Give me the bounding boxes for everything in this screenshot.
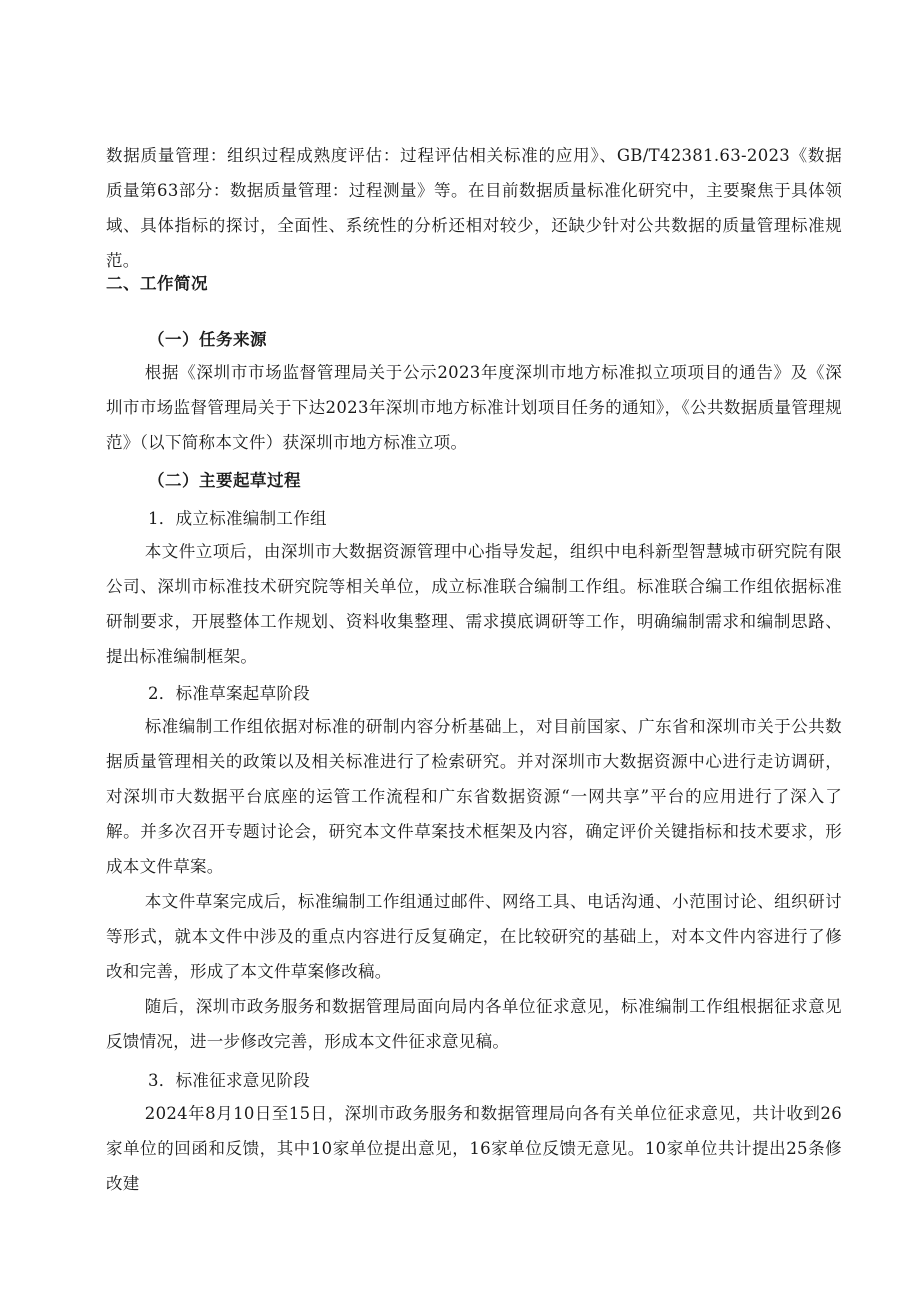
step1-block (106, 534, 842, 674)
step3-paragraph: 2024年8月10日至15日，深圳市政务服务和数据管理局向各有关单位征求意见，共计收到26家单位的回函和反馈，其中10家单位提出意见，16家单位反馈无意见。10家单位共计提出25条修改建 (106, 1104, 842, 1193)
step-heading-form-working-group: 1．成立标准编制工作组 (148, 509, 327, 528)
step3-block (106, 1096, 842, 1201)
step2-paragraph-2: 本文件草案完成后，标准编制工作组通过邮件、网络工具、电话沟通、小范围讨论、组织研讨等形式，就本文件中涉及的重点内容进行反复确定，在比较研究的基础上，对本文件内容进行了修改和完善，形成了本文件草案修改稿。 (106, 892, 842, 981)
step2-paragraph-3: 随后，深圳市政务服务和数据管理局面向局内各单位征求意见，标准编制工作组根据征求意见反馈情况，进一步修改完善，形成本文件征求意见稿。 (106, 997, 842, 1051)
continuation-block (106, 138, 842, 278)
section-heading-work-overview: 二、工作简况 (106, 274, 208, 293)
step-heading-comment-stage: 3．标准征求意见阶段 (148, 1071, 310, 1090)
subsection-heading-drafting-process: （二）主要起草过程 (148, 471, 301, 490)
task-source-paragraph: 根据《深圳市市场监督管理局关于公示2023年度深圳市地方标准拟立项项目的通告》及《深圳市市场监督管理局关于下达2023年深圳市地方标准计划项目任务的通知》，《公共数据质量管理规范》（以下简称本文件）获深圳市地方标准立项。 (106, 363, 842, 452)
step1-paragraph: 本文件立项后，由深圳市大数据资源管理中心指导发起，组织中电科新型智慧城市研究院有限公司、深圳市标准技术研究院等相关单位，成立标准联合编制工作组。标准联合编工作组依据标准研制要求，开展整体工作规划、资料收集整理、需求摸底调研等工作，明确编制需求和编制思路、提出标准编制框架。 (106, 542, 842, 666)
step2-block (106, 709, 842, 1059)
continuation-paragraph: 数据质量管理：组织过程成熟度评估：过程评估相关标准的应用》、GB/T42381.63-2023《数据质量第63部分：数据质量管理：过程测量》等。在目前数据质量标准化研究中，主要聚焦于具体领域、具体指标的探讨，全面性、系统性的分析还相对较少，还缺少针对公共数据的质量管理标准规范。 (106, 146, 842, 270)
subsection-heading-task-source: （一）任务来源 (148, 330, 267, 349)
step-heading-draft-stage: 2．标准草案起草阶段 (148, 684, 310, 703)
step2-paragraph-1: 标准编制工作组依据对标准的研制内容分析基础上，对目前国家、广东省和深圳市关于公共数据质量管理相关的政策以及相关标准进行了检索研究。并对深圳市大数据资源中心进行走访调研，对深圳市大数据平台底座的运管工作流程和广东省数据资源“一网共享”平台的应用进行了深入了解。并多次召开专题讨论会，研究本文件草案技术框架及内容，确定评价关键指标和技术要求，形成本文件草案。 (106, 717, 842, 876)
task-source-block (106, 355, 842, 460)
